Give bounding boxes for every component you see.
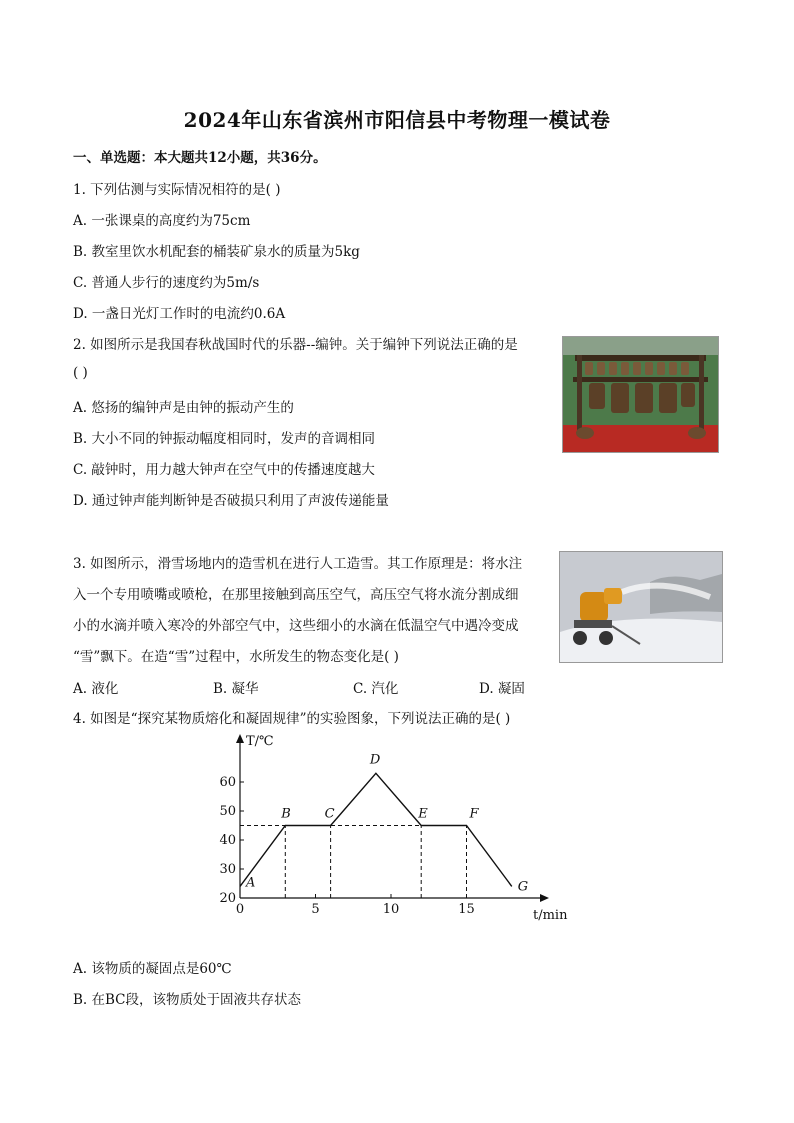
- q3-stem-line2: 入一个专用喷嘴或喷枪，在那里接触到高压空气，高压空气将水流分割成细: [73, 587, 519, 603]
- q3-stem-line3: 小的水滴并喷入寒冷的外部空气中，这些细小的水滴在低温空气中遇冷变成: [73, 618, 519, 634]
- point-label-f: F: [469, 806, 479, 822]
- q1-option-b: B. 教室里饮水机配套的桶装矿泉水的质量为5kg: [73, 244, 360, 260]
- q4-option-b: B. 在BC段，该物质处于固液共存状态: [73, 992, 302, 1008]
- point-label-c: C: [324, 806, 335, 822]
- q2-option-d: D. 通过钟声能判断钟是否破损只利用了声波传递能量: [73, 493, 389, 509]
- q3-option-b: B. 凝华: [213, 681, 259, 697]
- q1-option-a: A. 一张课桌的高度约为75cm: [73, 213, 251, 229]
- x-axis-label: t/min: [533, 908, 568, 923]
- y-tick-label: 30: [219, 862, 236, 877]
- q1-option-d: D. 一盏日光灯工作时的电流约0.6A: [73, 306, 286, 322]
- chart-svg: [215, 728, 585, 928]
- section-heading: 一、单选题：本大题共12小题，共36分。: [73, 150, 327, 166]
- q1-stem: 1. 下列估测与实际情况相符的是( ): [73, 182, 281, 198]
- point-label-b: B: [281, 806, 291, 822]
- q2-stem-line2: ( ): [73, 365, 88, 381]
- q2-option-a: A. 悠扬的编钟声是由钟的振动产生的: [73, 400, 294, 416]
- q2-stem-line1: 2. 如图所示是我国春秋战国时代的乐器--编钟。关于编钟下列说法正确的是: [73, 337, 518, 353]
- q3-option-a: A. 液化: [73, 681, 119, 697]
- q3-stem-line1: 3. 如图所示，滑雪场地内的造雪机在进行人工造雪。其工作原理是：将水注: [73, 556, 523, 572]
- q4-stem: 4. 如图是“探究某物质熔化和凝固规律”的实验图象，下列说法正确的是( ): [73, 711, 511, 727]
- x-tick-label: 0: [235, 902, 245, 917]
- point-label-g: G: [517, 879, 529, 895]
- q3-option-c: C. 汽化: [353, 681, 399, 697]
- x-tick-label: 10: [382, 902, 400, 917]
- q2-option-c: C. 敲钟时，用力越大钟声在空气中的传播速度越大: [73, 462, 375, 478]
- series-line: [240, 773, 512, 886]
- exam-title: 2024年山东省滨州市阳信县中考物理一模试卷: [183, 108, 611, 132]
- q4-option-a: A. 该物质的凝固点是60℃: [73, 961, 232, 977]
- y-tick-label: 40: [219, 833, 236, 848]
- q3-option-d: D. 凝固: [479, 681, 525, 697]
- y-tick-label: 50: [219, 804, 236, 819]
- y-tick-label: 60: [219, 775, 236, 790]
- y-axis-arrow: [236, 734, 244, 743]
- x-tick-label: 15: [458, 902, 475, 917]
- q1-option-c: C. 普通人步行的速度约为5m/s: [73, 275, 260, 291]
- snow-machine-image: [559, 551, 723, 663]
- bianzhong-bells-image: [562, 336, 719, 453]
- temperature-time-graph: [215, 728, 585, 932]
- point-label-d: D: [369, 752, 381, 768]
- point-label-e: E: [418, 806, 428, 822]
- y-axis-label: T/℃: [246, 734, 274, 749]
- x-tick-label: 5: [311, 902, 320, 917]
- x-axis-arrow: [540, 894, 549, 902]
- q3-stem-line4: “雪”飘下。在造“雪”过程中，水所发生的物态变化是( ): [73, 649, 399, 665]
- q2-option-b: B. 大小不同的钟振动幅度相同时，发声的音调相同: [73, 431, 376, 447]
- point-label-a: A: [246, 875, 256, 891]
- y-tick-label: 20: [219, 891, 236, 906]
